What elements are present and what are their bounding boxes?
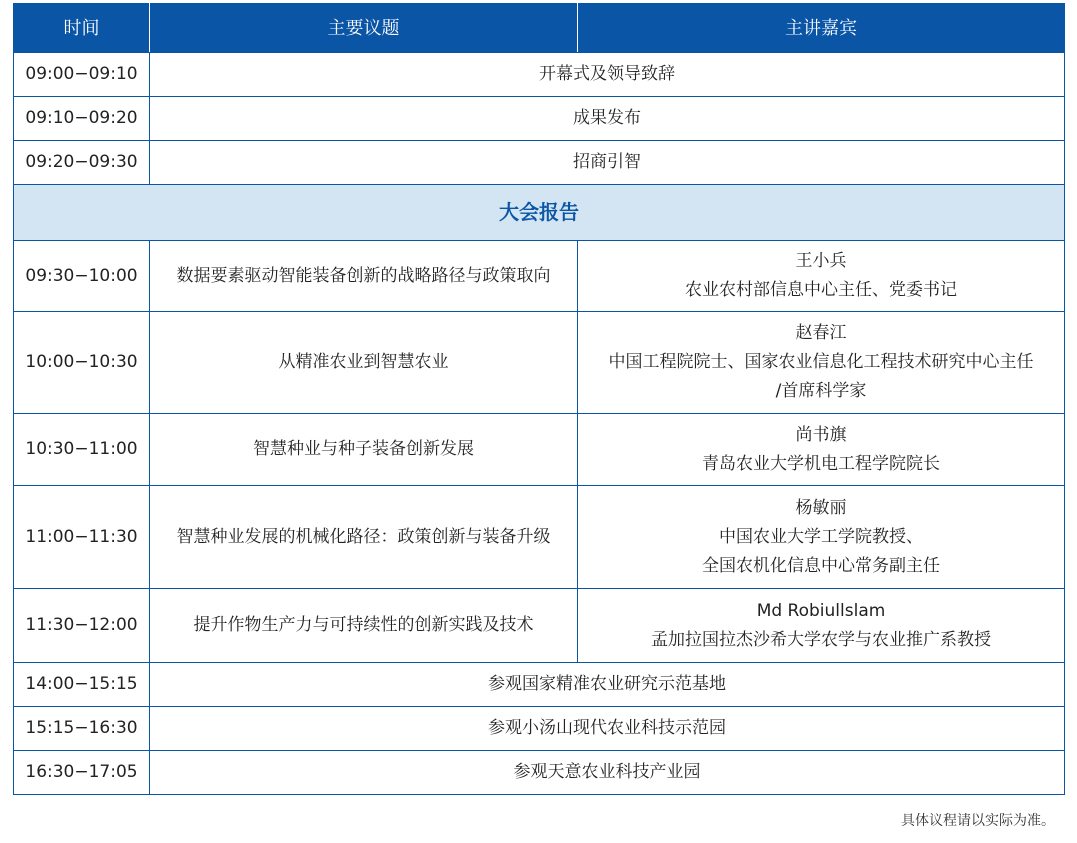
- speaker-name: 杨敏丽: [795, 497, 847, 518]
- table-row: [14, 589, 1065, 663]
- footnote: 具体议程请以实际为准。: [901, 813, 1055, 829]
- table-row: [14, 663, 1065, 707]
- row-time: 14:00−15:15: [14, 663, 150, 707]
- speaker-title: 中国农业大学工学院教授、: [719, 526, 923, 547]
- row-topic: 智慧种业与种子装备创新发展: [150, 414, 578, 486]
- column-header-topic: 主要议题: [150, 4, 578, 53]
- row-topic: 开幕式及领导致辞: [150, 53, 1065, 97]
- table-row: [14, 241, 1065, 312]
- table-row: [14, 414, 1065, 486]
- row-topic: 提升作物生产力与可持续性的创新实践及技术: [150, 589, 578, 663]
- row-time: 09:10−09:20: [14, 97, 150, 141]
- table-row: [14, 707, 1065, 751]
- row-time: 10:30−11:00: [14, 414, 150, 486]
- row-topic: 参观小汤山现代农业科技示范园: [150, 707, 1065, 751]
- speaker-name: 尚书旗: [795, 424, 847, 445]
- table-row: [14, 486, 1065, 589]
- table-row: [14, 97, 1065, 141]
- section-title: 大会报告: [14, 185, 1065, 241]
- row-topic: 参观国家精准农业研究示范基地: [150, 663, 1065, 707]
- row-speaker: [578, 486, 1065, 589]
- row-time: 09:20−09:30: [14, 141, 150, 185]
- table-row: [14, 141, 1065, 185]
- row-time: 10:00−10:30: [14, 312, 150, 414]
- row-topic: 成果发布: [150, 97, 1065, 141]
- row-speaker: [578, 312, 1065, 414]
- row-topic: 招商引智: [150, 141, 1065, 185]
- speaker-title: 孟加拉国拉杰沙希大学农学与农业推广系教授: [651, 629, 991, 650]
- speaker-title: 全国农机化信息中心常务副主任: [702, 555, 940, 576]
- speaker-title: 青岛农业大学机电工程学院院长: [702, 453, 940, 474]
- speaker-title: 农业农村部信息中心主任、党委书记: [685, 280, 957, 300]
- speaker-name: 王小兵: [795, 251, 847, 271]
- table-row: [14, 53, 1065, 97]
- row-speaker: [578, 589, 1065, 663]
- speaker-title: 中国工程院院士、国家农业信息化工程技术研究中心主任: [608, 352, 1034, 372]
- row-time: 15:15−16:30: [14, 707, 150, 751]
- speaker-title: /首席科学家: [775, 381, 867, 401]
- row-time: 11:00−11:30: [14, 486, 150, 589]
- table-row: [14, 312, 1065, 414]
- agenda-table: [13, 3, 1065, 795]
- speaker-name: Md Robiullslam: [756, 600, 886, 621]
- row-time: 16:30−17:05: [14, 751, 150, 795]
- column-header-speaker: 主讲嘉宾: [578, 4, 1065, 53]
- row-speaker: [578, 241, 1065, 312]
- row-time: 09:00−09:10: [14, 53, 150, 97]
- speaker-name: 赵春江: [795, 323, 847, 343]
- table-row: [14, 751, 1065, 795]
- row-topic: 数据要素驱动智能装备创新的战略路径与政策取向: [150, 241, 578, 312]
- row-time: 11:30−12:00: [14, 589, 150, 663]
- column-header-time: 时间: [14, 4, 150, 53]
- row-topic: 从精准农业到智慧农业: [150, 312, 578, 414]
- row-topic: 智慧种业发展的机械化路径：政策创新与装备升级: [150, 486, 578, 589]
- header-row: [14, 4, 1065, 53]
- section-row: [14, 185, 1065, 241]
- row-speaker: [578, 414, 1065, 486]
- row-time: 09:30−10:00: [14, 241, 150, 312]
- row-topic: 参观天意农业科技产业园: [150, 751, 1065, 795]
